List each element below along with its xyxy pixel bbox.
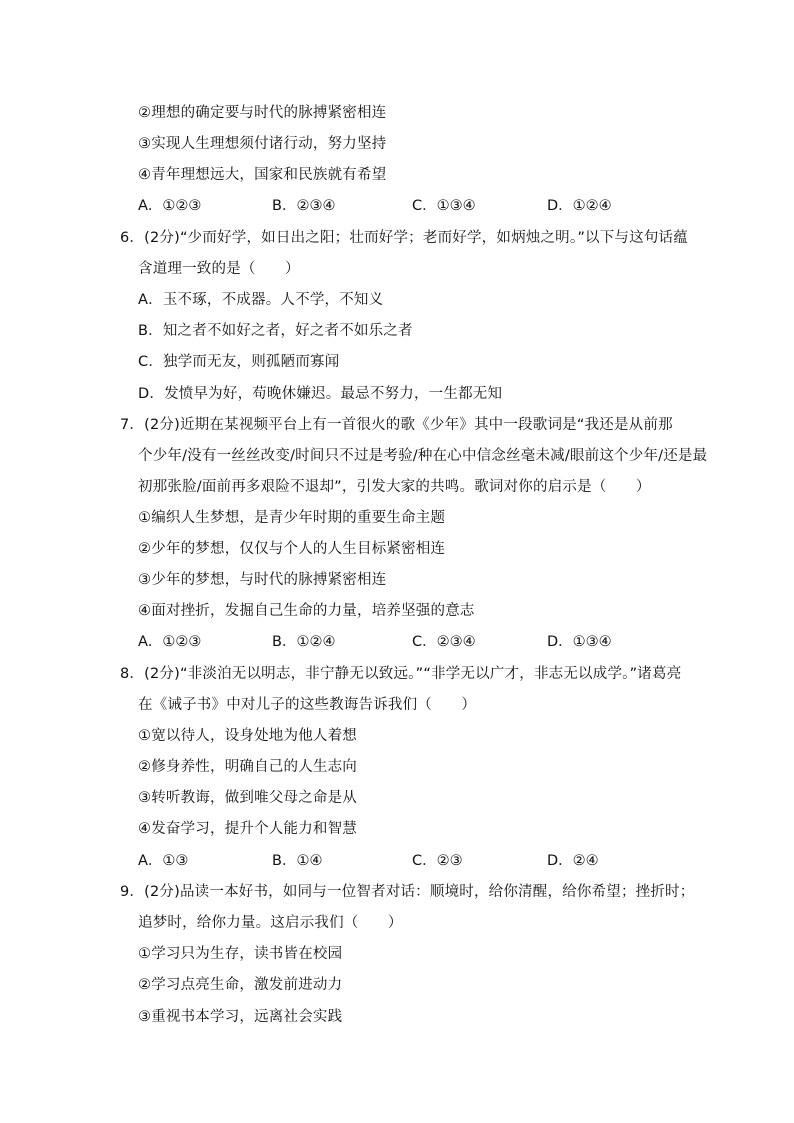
q8-item-3: ③转听教诲，做到唯父母之命是从: [138, 790, 357, 806]
q8-option-b: B．①④: [272, 853, 323, 869]
q7-item-1: ①编织人生梦想，是青少年时期的重要生命主题: [138, 510, 446, 526]
q9-stem-line-1: 9．(2分)品读一本好书，如同与一位智者对话：顺境时，给你清醒，给你希望；挫折时；: [120, 884, 695, 900]
q5-item-3: ③实现人生理想须付诸行动，努力坚持: [138, 136, 387, 152]
q5-item-2: ②理想的确定要与时代的脉搏紧密相连: [138, 105, 387, 121]
q8-stem-line-2: 在《诫子书》中对儿子的这些教诲告诉我们（ ）: [138, 697, 477, 713]
q8-item-4: ④发奋学习，提升个人能力和智慧: [138, 821, 357, 837]
q7-item-2: ②少年的梦想，仅仅与个人的人生目标紧密相连: [138, 541, 446, 557]
q6-stem-line-1: 6．(2分)“少而好学，如日出之阳；壮而好学；老而好学，如炳烛之明。”以下与这句话蕴: [120, 230, 688, 246]
q8-option-d: D．②④: [547, 853, 599, 869]
q5-option-b: B．②③④: [272, 198, 336, 214]
q7-option-d: D．①③④: [547, 634, 612, 650]
q9-item-2: ②学习点亮生命，激发前进动力: [138, 977, 343, 993]
q6-stem-line-2: 含道理一致的是（ ）: [138, 261, 300, 277]
q5-option-d: D．①②④: [547, 198, 612, 214]
q5-item-4: ④青年理想远大，国家和民族就有希望: [138, 167, 387, 183]
q7-option-a: A．①②③: [138, 634, 202, 650]
q7-option-c: C．②③④: [412, 634, 476, 650]
q7-stem-line-3: 初那张脸/面前再多艰险不退却”，引发大家的共鸣。歌词对你的启示是（ ）: [138, 479, 651, 495]
q6-option-c: C．独学而无友，则孤陋而寡闻: [138, 354, 340, 370]
q8-option-a: A．①③: [138, 853, 189, 869]
q5-option-a: A．①②③: [138, 198, 202, 214]
q8-option-c: C．②③: [412, 853, 463, 869]
q8-stem-line-1: 8．(2分)“非淡泊无以明志，非宁静无以致远。”“非学无以广才，非志无以成学。”诸葛亮: [120, 666, 682, 682]
q8-item-1: ①宽以待人，设身处地为他人着想: [138, 728, 357, 744]
q7-item-3: ③少年的梦想，与时代的脉搏紧密相连: [138, 572, 387, 588]
q8-item-2: ②修身养性，明确自己的人生志向: [138, 759, 357, 775]
q9-item-1: ①学习只为生存，读书皆在校园: [138, 946, 343, 962]
q9-item-3: ③重视书本学习，远离社会实践: [138, 1009, 343, 1025]
q7-stem-line-1: 7．(2分)近期在某视频平台上有一首很火的歌《少年》其中一段歌词是“我还是从前那: [120, 417, 673, 433]
q7-item-4: ④面对挫折，发掘自己生命的力量，培养坚强的意志: [138, 603, 475, 619]
q6-option-d: D．发愤早为好，苟晚休嫌迟。最忌不努力，一生都无知: [138, 386, 503, 402]
q6-option-a: A．玉不琢，不成器。人不学，不知义: [138, 292, 384, 308]
q5-option-c: C．①③④: [412, 198, 476, 214]
q9-stem-line-2: 追梦时，给你力量。这启示我们（ ）: [138, 915, 403, 931]
q6-option-b: B．知之者不如好之者，好之者不如乐之者: [138, 323, 413, 339]
q7-stem-line-2: 个少年/没有一丝丝改变/时间只不过是考验/种在心中信念丝毫未减/眼前这个少年/还是最: [138, 448, 708, 464]
q7-option-b: B．①②④: [272, 634, 336, 650]
